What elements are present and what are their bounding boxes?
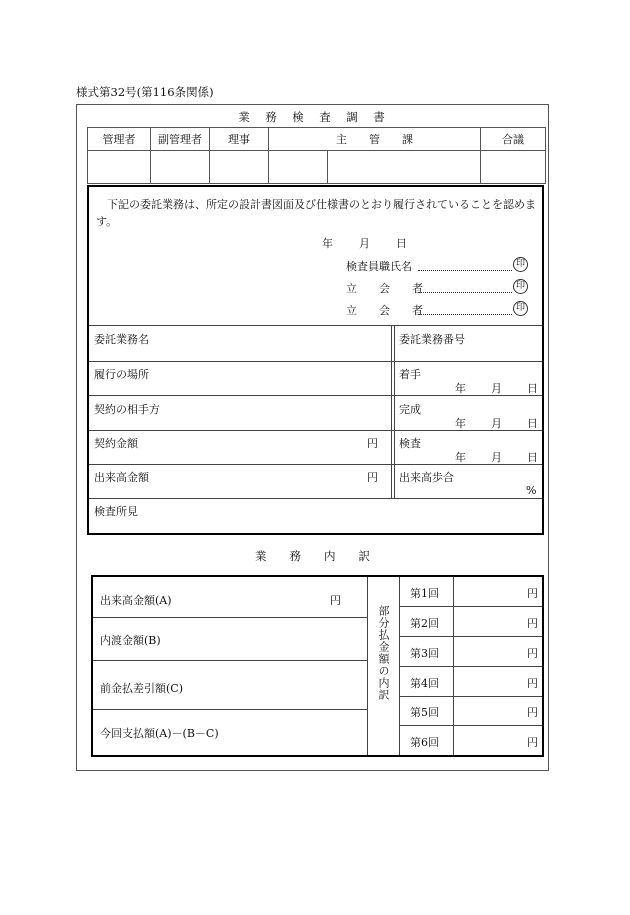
approval-header-section: 主 管 課 [269,128,481,151]
yen-unit: 円 [330,594,341,607]
done-ratio-label: 出来高歩合 [399,471,454,484]
inspection-opinion-label: 検査所見 [94,505,138,518]
date-month: 月 [359,237,370,250]
form-id: 様式第32号(第116条関係) [76,85,214,99]
percent-unit: % [526,484,537,497]
stamp-cell[interactable] [269,151,328,184]
witness-label: 立 会 者 [346,282,423,295]
approval-header-consult: 合議 [481,128,546,151]
seal-icon: 印 [513,257,528,272]
breakdown-title: 業 務 内 訳 [255,549,370,563]
date-year: 年 [455,451,466,464]
yen-unit: 円 [527,706,538,719]
yen-unit: 円 [527,587,538,600]
prepayment-deduction-c: 前金払差引額(C) [100,682,183,695]
date-month: 月 [491,451,502,464]
yen-unit: 円 [367,471,378,484]
divider [399,666,542,667]
date-day: 日 [527,451,538,464]
inspector-name-line[interactable] [418,270,512,271]
date-line[interactable] [322,235,407,251]
divider [93,709,367,710]
installment-label: 第3回 [410,647,439,660]
date-month: 月 [491,417,502,430]
contract-amount-label: 契約金額 [94,437,138,450]
divider [399,606,542,607]
stamp-cell[interactable] [481,151,546,184]
completion-label: 完成 [399,403,421,416]
divider [93,617,367,618]
divider [93,660,367,661]
witness-name-line[interactable] [418,292,512,293]
approval-header-director: 理事 [210,128,269,151]
completion-date[interactable] [455,415,538,431]
yen-unit: 円 [527,647,538,660]
installment-label: 第1回 [410,587,439,600]
date-day: 日 [527,417,538,430]
date-year: 年 [455,382,466,395]
approval-table [87,127,546,184]
business-name-label: 委託業務名 [94,333,149,346]
date-day: 日 [396,237,407,250]
stamp-cell[interactable] [328,151,481,184]
this-payment: 今回支払額(A)－(B－C) [100,727,219,740]
partial-payment-label: 部分払金額の内訳 [377,605,390,701]
stamp-cell[interactable] [88,151,151,184]
yen-unit: 円 [527,617,538,630]
approval-header-deputy: 副管理者 [151,128,210,151]
witness-name-line[interactable] [418,314,512,315]
installment-label: 第6回 [410,736,439,749]
installment-label: 第4回 [410,677,439,690]
seal-icon: 印 [513,301,528,316]
divider [399,725,542,726]
business-number-label: 委託業務番号 [399,333,465,346]
yen-unit: 円 [367,437,378,450]
date-month: 月 [491,382,502,395]
yen-unit: 円 [527,736,538,749]
location-label: 履行の場所 [94,368,149,381]
divider [391,325,392,498]
witness-label: 立 会 者 [346,304,423,317]
divider [399,636,542,637]
form-title: 業 務 検 査 調 書 [238,110,387,124]
date-year: 年 [455,417,466,430]
divider [89,361,542,362]
stamp-cell[interactable] [151,151,210,184]
stamp-cell[interactable] [210,151,269,184]
inspection-date[interactable] [455,449,538,465]
counterparty-label: 契約の相手方 [94,403,160,416]
divider [89,498,542,499]
date-day: 日 [527,382,538,395]
inspection-box [87,185,544,535]
done-amount-a: 出来高金額(A) [100,594,172,607]
start-date[interactable] [455,380,538,396]
advance-paid-b: 内渡金額(B) [100,634,161,647]
divider [367,577,368,755]
yen-unit: 円 [527,677,538,690]
divider [394,325,395,498]
done-amount-label: 出来高金額 [94,471,149,484]
start-label: 着手 [399,368,421,381]
approval-header-manager: 管理者 [88,128,151,151]
inspector-label: 検査員職氏名 [346,260,412,273]
divider [399,696,542,697]
installment-label: 第2回 [410,617,439,630]
inspection-label: 検査 [399,437,421,450]
divider [89,325,542,326]
installment-label: 第5回 [410,706,439,719]
seal-icon: 印 [513,279,528,294]
statement-text: 下記の委託業務は、所定の設計書図面及び仕様書のとおり履行されていることを認めます。 [96,198,536,228]
date-year: 年 [322,237,333,250]
